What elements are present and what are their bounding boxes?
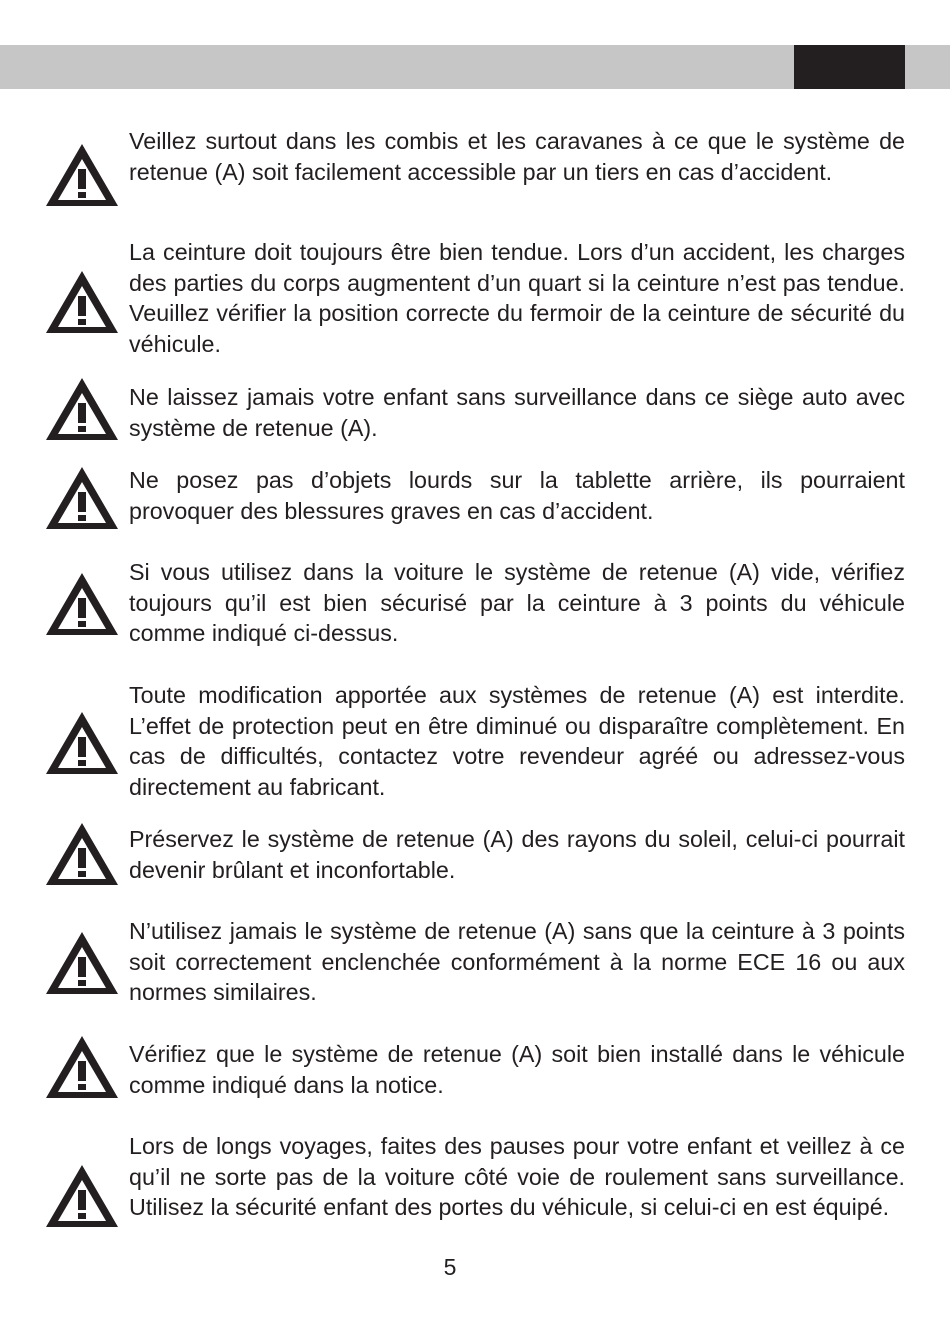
warning-triangle-icon: [44, 465, 120, 531]
warning-triangle-icon: [44, 269, 120, 335]
warning-triangle-icon: [44, 710, 120, 776]
warning-text: La ceinture doit toujours être bien tendue. Lors d’un accident, les charges des parties du corps augmentent d’un quart si la ceinture n’est pas tendue. Veuillez vérifier la position correcte du fermoir de la ceinture de sécurité du véhicule.: [129, 239, 905, 358]
warning-text: Ne laissez jamais votre enfant sans surveillance dans ce siège auto avec système de retenue (A).: [129, 384, 905, 441]
warning-text: Préservez le système de retenue (A) des rayons du soleil, celui-ci pourrait devenir brûlant et inconfortable.: [129, 826, 905, 883]
warning-text: N’utilisez jamais le système de retenue (A) sans que la ceinture à 3 points soit correctement enclenchée conformément à la norme ECE 16 ou aux normes similaires.: [129, 918, 905, 1006]
warning-text: Si vous utilisez dans la voiture le système de retenue (A) vide, vérifiez toujours qu’il est bien sécurisé par la ceinture à 3 points du véhicule comme indiqué ci-dessus.: [129, 559, 905, 647]
header-tab-block: [794, 45, 905, 89]
warning-triangle-icon: [44, 142, 120, 208]
warning-text: Toute modification apportée aux systèmes de retenue (A) est interdite. L’effet de protection peut en être diminué ou disparaître complètement. En cas de difficultés, contactez votre revendeur agréé ou adressez-vous directement au fabricant.: [129, 682, 905, 801]
warning-triangle-icon: [44, 376, 120, 442]
warning-text: Vérifiez que le système de retenue (A) soit bien installé dans le véhicule comme indiqué dans la notice.: [129, 1041, 905, 1098]
page-number: 5: [443, 1254, 457, 1280]
warning-text: Ne posez pas d’objets lourds sur la tablette arrière, ils pourraient provoquer des blessures graves en cas d’accident.: [129, 467, 905, 524]
warning-text: Lors de longs voyages, faites des pauses pour votre enfant et veillez à ce qu’il ne sorte pas de la voiture côté voie de roulement sans surveillance. Utilisez la sécurité enfant des portes du véhicule, si celui-ci en est équipé.: [129, 1133, 905, 1221]
warning-triangle-icon: [44, 930, 120, 996]
warning-triangle-icon: [44, 571, 120, 637]
warning-triangle-icon: [44, 1163, 120, 1229]
warning-text: Veillez surtout dans les combis et les caravanes à ce que le système de retenue (A) soit facilement accessible par un tiers en cas d’accident.: [129, 128, 905, 185]
warning-triangle-icon: [44, 1034, 120, 1100]
warning-triangle-icon: [44, 821, 120, 887]
